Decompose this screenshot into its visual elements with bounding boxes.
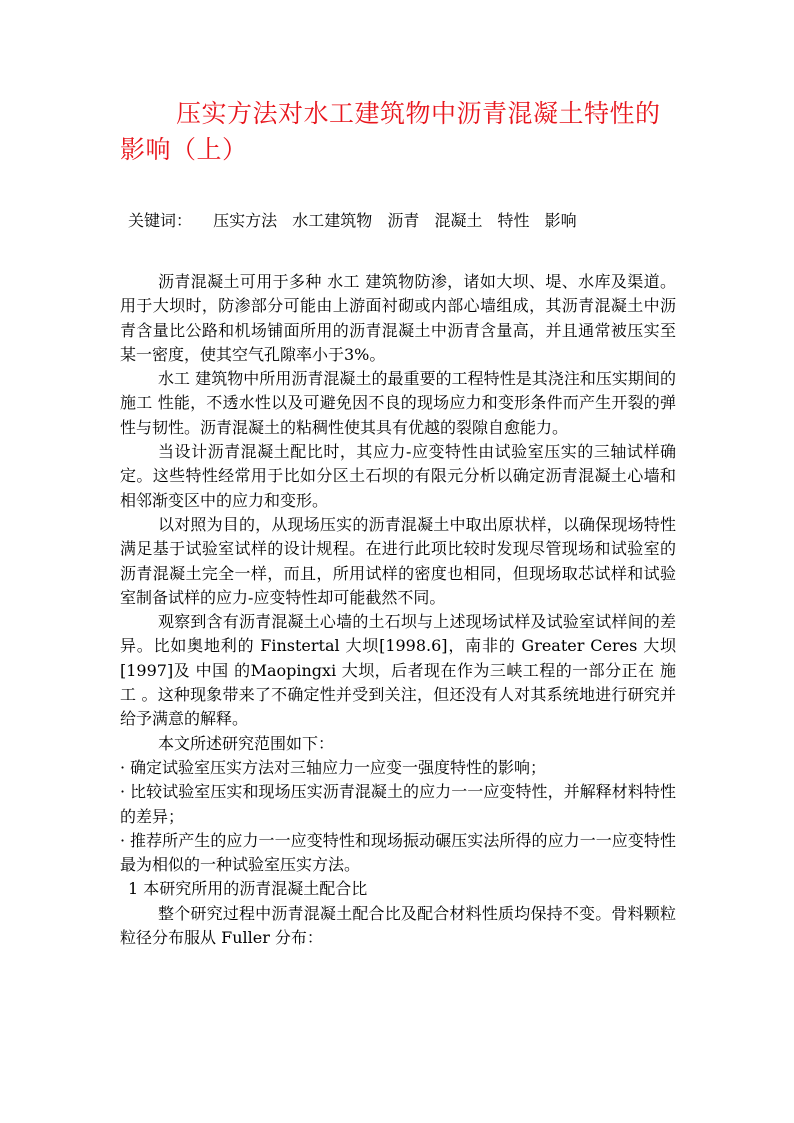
paragraph: 沥青混凝土可用于多种 水工 建筑物防渗，诸如大坝、堤、水库及渠道。用于大坝时，防渗部分可能由上游面衬砌或内部心墙组成，其沥青混凝土中沥青含量比公路和机场铺面所用的沥青混凝土中沥青含量高，并且通常被压实至某一密度，使其空气孔隙率小于3%。 <box>120 272 676 364</box>
keyword: 沥青 <box>387 211 420 230</box>
keywords-line <box>128 210 587 232</box>
bullet-item <box>120 829 676 878</box>
document-title: 压实方法对水工建筑物中沥青混凝土特性的影响（上） <box>120 99 661 164</box>
bullet-text: 确定试验室压实方法对三轴应力一应变一强度特性的影响； <box>130 757 547 777</box>
keyword: 影响 <box>544 211 577 230</box>
keyword: 混凝土 <box>434 211 483 230</box>
bullet-text: 比较试验室压实和现场压实沥青混凝土的应力一一应变特性，并解释材料特性的差异； <box>120 782 676 826</box>
bullet-marker: · <box>120 757 126 777</box>
keyword: 特性 <box>497 211 530 230</box>
paragraph: 当设计沥青混凝土配比时，其应力-应变特性由试验室压实的三轴试样确定。这些特性经常用于比如分区土石坝的有限元分析以确定沥青混凝土心墙和相邻渐变区中的应力和变形。 <box>120 442 676 510</box>
paragraph: 整个研究过程中沥青混凝土配合比及配合材料性质均保持不变。骨料颗粒粒径分布服从 Fuller 分布： <box>120 903 676 948</box>
bullet-item <box>120 756 676 780</box>
paragraph: 本文所述研究范围如下： <box>158 733 335 753</box>
keywords-label: 关键词： <box>128 211 193 230</box>
document-body <box>120 270 676 950</box>
paragraph: 以对照为目的，从现场压实的沥青混凝土中取出原状样，以确保现场特性满足基于试验室试样的设计规程。在进行此项比较时发现尽管现场和试验室的沥青混凝土完全一样，而且，所用试样的密度也相同，但现场取芯试样和试验室制备试样的应力-应变特性却可能截然不同。 <box>120 514 676 607</box>
paragraph: 观察到含有沥青混凝土心墙的土石坝与上述现场试样及试验室试样间的差异。比如奥地利的 Finstertal 大坝[1998.6]，南非的 Greater Ceres 大坝[1997]及 中国 的Maopingxi 大坝，后者现在作为三峡工程的一部分正在 施工 。这种现象带来了不确定性并受到关注，但还没有人对其系统地进行研究并给予满意的解释。 <box>120 612 676 729</box>
keyword: 压实方法 <box>213 211 278 230</box>
bullet-text: 推荐所产生的应力一一应变特性和现场振动碾压实法所得的应力一一应变特性最为相似的一种试验室压实方法。 <box>120 830 676 875</box>
bullet-marker: · <box>120 782 126 802</box>
paragraph: 水工 建筑物中所用沥青混凝土的最重要的工程特性是其浇注和压实期间的 施工 性能，不透水性以及可避免因不良的现场应力和变形条件而产生开裂的弹性与韧性。沥青混凝土的粘稠性使其具有优越的裂隙自愈能力。 <box>120 369 676 437</box>
keyword: 水工建筑物 <box>292 211 373 230</box>
bullet-marker: · <box>120 830 126 850</box>
section-heading: 1 本研究所用的沥青混凝土配合比 <box>128 879 368 899</box>
bullet-item <box>120 780 676 829</box>
